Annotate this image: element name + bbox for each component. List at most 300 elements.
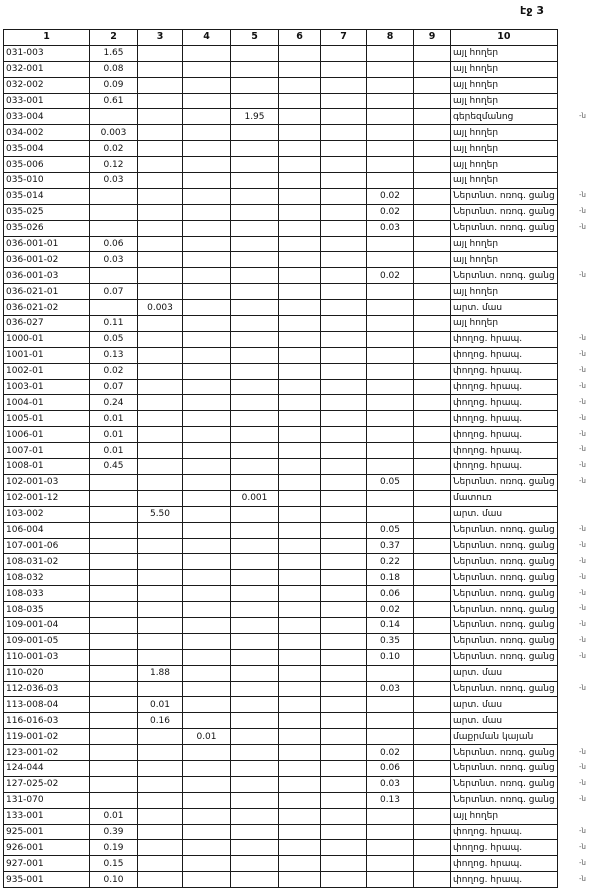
area-cell bbox=[321, 93, 367, 109]
area-cell bbox=[231, 77, 279, 93]
area-cell bbox=[90, 109, 138, 125]
land-use-cell: փողոց. հրապ. bbox=[451, 840, 558, 856]
area-cell: 0.05 bbox=[367, 522, 414, 538]
area-cell bbox=[414, 427, 451, 443]
parcel-code-cell: 131-070 bbox=[4, 792, 90, 808]
area-cell bbox=[138, 729, 183, 745]
area-cell bbox=[231, 570, 279, 586]
area-cell bbox=[231, 681, 279, 697]
area-cell bbox=[367, 284, 414, 300]
parcel-code-cell: 036-027 bbox=[4, 316, 90, 332]
area-cell bbox=[321, 697, 367, 713]
area-cell bbox=[90, 665, 138, 681]
area-cell bbox=[321, 427, 367, 443]
parcel-code-cell: 110-020 bbox=[4, 665, 90, 681]
area-cell bbox=[367, 45, 414, 61]
area-cell bbox=[367, 300, 414, 316]
parcel-code-cell: 109-001-04 bbox=[4, 617, 90, 633]
margin-note: -ն bbox=[579, 747, 586, 756]
area-cell bbox=[321, 570, 367, 586]
area-cell bbox=[183, 125, 231, 141]
parcel-code-cell: 108-032 bbox=[4, 570, 90, 586]
area-cell bbox=[183, 586, 231, 602]
margin-note: -ն bbox=[579, 222, 586, 231]
area-cell bbox=[279, 157, 321, 173]
land-use-cell: Ներտնտ. ոռոգ. ցանց bbox=[451, 538, 558, 554]
land-use-cell: այլ հողեր bbox=[451, 236, 558, 252]
area-cell bbox=[279, 236, 321, 252]
area-cell bbox=[321, 268, 367, 284]
table-row bbox=[4, 77, 558, 93]
area-cell bbox=[231, 45, 279, 61]
margin-note: -ն bbox=[579, 842, 586, 851]
area-cell bbox=[231, 459, 279, 475]
area-cell: 0.37 bbox=[367, 538, 414, 554]
parcel-code-cell: 119-001-02 bbox=[4, 729, 90, 745]
table-row bbox=[4, 347, 558, 363]
area-cell bbox=[321, 872, 367, 888]
area-cell bbox=[414, 474, 451, 490]
area-cell bbox=[414, 61, 451, 77]
area-cell: 0.02 bbox=[90, 363, 138, 379]
area-cell bbox=[279, 379, 321, 395]
column-header: 2 bbox=[90, 30, 138, 46]
area-cell bbox=[183, 602, 231, 618]
table-row bbox=[4, 633, 558, 649]
area-cell bbox=[231, 268, 279, 284]
area-cell: 0.11 bbox=[90, 316, 138, 332]
parcel-code-cell: 108-033 bbox=[4, 586, 90, 602]
area-cell bbox=[183, 77, 231, 93]
area-cell bbox=[321, 443, 367, 459]
land-use-cell: այլ հողեր bbox=[451, 157, 558, 173]
table-row bbox=[4, 824, 558, 840]
margin-note: -ն bbox=[579, 477, 586, 486]
area-cell: 0.003 bbox=[90, 125, 138, 141]
area-cell bbox=[183, 331, 231, 347]
area-cell bbox=[279, 745, 321, 761]
area-cell bbox=[90, 268, 138, 284]
area-cell bbox=[183, 61, 231, 77]
table-row bbox=[4, 220, 558, 236]
area-cell bbox=[321, 347, 367, 363]
area-cell bbox=[231, 347, 279, 363]
area-cell bbox=[321, 808, 367, 824]
area-cell bbox=[138, 125, 183, 141]
land-use-cell: Ներտնտ. ոռոգ. ցանց bbox=[451, 188, 558, 204]
area-cell: 0.01 bbox=[90, 443, 138, 459]
margin-note: -ն bbox=[579, 397, 586, 406]
area-cell bbox=[414, 236, 451, 252]
area-cell bbox=[138, 760, 183, 776]
area-cell bbox=[231, 522, 279, 538]
area-cell bbox=[367, 729, 414, 745]
area-cell bbox=[138, 141, 183, 157]
land-use-cell: Ներտնտ. ոռոգ. ցանց bbox=[451, 602, 558, 618]
area-cell bbox=[138, 411, 183, 427]
table-row bbox=[4, 522, 558, 538]
column-header: 8 bbox=[367, 30, 414, 46]
area-cell bbox=[231, 792, 279, 808]
area-cell bbox=[321, 729, 367, 745]
parcel-code-cell: 926-001 bbox=[4, 840, 90, 856]
area-cell bbox=[90, 633, 138, 649]
area-cell bbox=[321, 459, 367, 475]
table-row bbox=[4, 459, 558, 475]
parcel-code-cell: 108-031-02 bbox=[4, 554, 90, 570]
parcel-code-cell: 031-003 bbox=[4, 45, 90, 61]
parcel-code-cell: 102-001-12 bbox=[4, 490, 90, 506]
area-cell bbox=[183, 649, 231, 665]
area-cell bbox=[321, 586, 367, 602]
area-cell bbox=[90, 713, 138, 729]
area-cell bbox=[414, 633, 451, 649]
margin-note: -ն bbox=[579, 365, 586, 374]
land-use-cell: փողոց. հրապ. bbox=[451, 379, 558, 395]
margin-note: -ն bbox=[579, 795, 586, 804]
area-cell: 0.39 bbox=[90, 824, 138, 840]
parcel-code-cell: 036-021-01 bbox=[4, 284, 90, 300]
area-cell bbox=[183, 220, 231, 236]
area-cell: 0.02 bbox=[367, 188, 414, 204]
area-cell bbox=[231, 411, 279, 427]
area-cell bbox=[279, 474, 321, 490]
area-cell bbox=[321, 220, 367, 236]
margin-note: -ն bbox=[579, 858, 586, 867]
area-cell bbox=[367, 808, 414, 824]
area-cell bbox=[183, 204, 231, 220]
area-cell bbox=[321, 840, 367, 856]
area-cell bbox=[138, 570, 183, 586]
table-row bbox=[4, 284, 558, 300]
area-cell bbox=[138, 45, 183, 61]
table-row bbox=[4, 586, 558, 602]
table-row bbox=[4, 808, 558, 824]
area-cell bbox=[414, 792, 451, 808]
table-row bbox=[4, 554, 558, 570]
area-cell bbox=[414, 538, 451, 554]
area-cell: 1.65 bbox=[90, 45, 138, 61]
margin-note: -ն bbox=[579, 270, 586, 279]
area-cell bbox=[90, 220, 138, 236]
area-cell bbox=[367, 490, 414, 506]
area-cell bbox=[231, 633, 279, 649]
area-cell bbox=[414, 252, 451, 268]
land-use-cell: Ներտնտ. ոռոգ. ցանց bbox=[451, 570, 558, 586]
land-use-cell: փողոց. հրապ. bbox=[451, 443, 558, 459]
area-cell bbox=[367, 93, 414, 109]
column-header: 3 bbox=[138, 30, 183, 46]
area-cell bbox=[279, 220, 321, 236]
area-cell bbox=[90, 776, 138, 792]
area-cell bbox=[231, 363, 279, 379]
area-cell bbox=[367, 459, 414, 475]
area-cell bbox=[279, 61, 321, 77]
parcel-code-cell: 113-008-04 bbox=[4, 697, 90, 713]
table-row bbox=[4, 538, 558, 554]
land-use-cell: այլ հողեր bbox=[451, 284, 558, 300]
area-cell bbox=[183, 617, 231, 633]
area-cell bbox=[321, 745, 367, 761]
area-cell bbox=[90, 554, 138, 570]
area-cell bbox=[231, 331, 279, 347]
area-cell bbox=[90, 538, 138, 554]
area-cell bbox=[183, 522, 231, 538]
area-cell bbox=[321, 522, 367, 538]
area-cell: 0.35 bbox=[367, 633, 414, 649]
area-cell bbox=[90, 474, 138, 490]
land-use-cell: փողոց. հրապ. bbox=[451, 856, 558, 872]
area-cell bbox=[321, 284, 367, 300]
area-cell bbox=[183, 188, 231, 204]
area-cell: 0.05 bbox=[90, 331, 138, 347]
area-cell bbox=[279, 252, 321, 268]
area-cell bbox=[231, 840, 279, 856]
table-row bbox=[4, 427, 558, 443]
column-header: 9 bbox=[414, 30, 451, 46]
page-number: էջ 3 bbox=[520, 4, 544, 17]
table-row bbox=[4, 236, 558, 252]
land-register-table bbox=[3, 29, 558, 888]
area-cell bbox=[231, 157, 279, 173]
parcel-code-cell: 035-014 bbox=[4, 188, 90, 204]
area-cell: 0.06 bbox=[367, 760, 414, 776]
parcel-code-cell: 108-035 bbox=[4, 602, 90, 618]
area-cell bbox=[321, 204, 367, 220]
area-cell bbox=[414, 554, 451, 570]
area-cell bbox=[279, 268, 321, 284]
area-cell bbox=[231, 506, 279, 522]
table-row bbox=[4, 474, 558, 490]
area-cell bbox=[367, 141, 414, 157]
margin-note: -ն bbox=[579, 874, 586, 883]
area-cell bbox=[90, 204, 138, 220]
area-cell bbox=[138, 792, 183, 808]
area-cell bbox=[367, 824, 414, 840]
parcel-code-cell: 1003-01 bbox=[4, 379, 90, 395]
area-cell bbox=[183, 109, 231, 125]
area-cell bbox=[138, 204, 183, 220]
parcel-code-cell: 935-001 bbox=[4, 872, 90, 888]
table-row bbox=[4, 411, 558, 427]
parcel-code-cell: 032-001 bbox=[4, 61, 90, 77]
area-cell bbox=[138, 681, 183, 697]
area-cell bbox=[138, 776, 183, 792]
area-cell bbox=[321, 77, 367, 93]
area-cell bbox=[279, 443, 321, 459]
area-cell bbox=[321, 760, 367, 776]
area-cell bbox=[183, 808, 231, 824]
area-cell bbox=[90, 792, 138, 808]
area-cell: 0.03 bbox=[367, 220, 414, 236]
area-cell bbox=[279, 602, 321, 618]
area-cell bbox=[231, 427, 279, 443]
area-cell bbox=[183, 427, 231, 443]
table-row bbox=[4, 776, 558, 792]
area-cell bbox=[231, 395, 279, 411]
area-cell bbox=[279, 395, 321, 411]
area-cell bbox=[414, 490, 451, 506]
area-cell bbox=[321, 474, 367, 490]
area-cell bbox=[90, 586, 138, 602]
area-cell bbox=[231, 474, 279, 490]
area-cell bbox=[321, 792, 367, 808]
area-cell bbox=[231, 141, 279, 157]
area-cell bbox=[367, 379, 414, 395]
area-cell bbox=[183, 713, 231, 729]
area-cell bbox=[414, 808, 451, 824]
area-cell bbox=[321, 602, 367, 618]
area-cell bbox=[367, 363, 414, 379]
area-cell bbox=[321, 554, 367, 570]
area-cell bbox=[279, 188, 321, 204]
land-use-cell: այլ հողեր bbox=[451, 141, 558, 157]
area-cell: 0.10 bbox=[90, 872, 138, 888]
area-cell bbox=[279, 109, 321, 125]
area-cell bbox=[231, 713, 279, 729]
land-use-cell: արտ. մաս bbox=[451, 665, 558, 681]
table-row bbox=[4, 379, 558, 395]
parcel-code-cell: 1001-01 bbox=[4, 347, 90, 363]
area-cell bbox=[321, 538, 367, 554]
area-cell bbox=[90, 490, 138, 506]
land-use-cell: գերեզմանոց bbox=[451, 109, 558, 125]
area-cell bbox=[321, 363, 367, 379]
area-cell bbox=[90, 188, 138, 204]
parcel-code-cell: 106-004 bbox=[4, 522, 90, 538]
area-cell bbox=[414, 506, 451, 522]
parcel-code-cell: 032-002 bbox=[4, 77, 90, 93]
parcel-code-cell: 1002-01 bbox=[4, 363, 90, 379]
land-use-cell: այլ հողեր bbox=[451, 125, 558, 141]
area-cell: 0.01 bbox=[138, 697, 183, 713]
parcel-code-cell: 110-001-03 bbox=[4, 649, 90, 665]
area-cell bbox=[138, 173, 183, 189]
area-cell bbox=[414, 681, 451, 697]
area-cell bbox=[321, 188, 367, 204]
parcel-code-cell: 1007-01 bbox=[4, 443, 90, 459]
column-header: 7 bbox=[321, 30, 367, 46]
area-cell: 0.18 bbox=[367, 570, 414, 586]
area-cell bbox=[231, 760, 279, 776]
area-cell bbox=[414, 173, 451, 189]
table-row bbox=[4, 856, 558, 872]
area-cell bbox=[183, 681, 231, 697]
margin-note: -ն bbox=[579, 827, 586, 835]
area-cell bbox=[183, 872, 231, 888]
table-row bbox=[4, 45, 558, 61]
table-row bbox=[4, 872, 558, 888]
parcel-code-cell: 109-001-05 bbox=[4, 633, 90, 649]
area-cell: 0.13 bbox=[367, 792, 414, 808]
area-cell bbox=[279, 347, 321, 363]
table-row bbox=[4, 697, 558, 713]
area-cell: 0.14 bbox=[367, 617, 414, 633]
area-cell bbox=[367, 157, 414, 173]
area-cell bbox=[279, 459, 321, 475]
parcel-code-cell: 123-001-02 bbox=[4, 745, 90, 761]
area-cell bbox=[183, 316, 231, 332]
area-cell bbox=[321, 395, 367, 411]
area-cell bbox=[231, 824, 279, 840]
area-cell bbox=[279, 125, 321, 141]
table-row bbox=[4, 395, 558, 411]
area-cell bbox=[231, 204, 279, 220]
area-cell: 0.08 bbox=[90, 61, 138, 77]
area-cell bbox=[183, 633, 231, 649]
area-cell bbox=[367, 61, 414, 77]
area-cell bbox=[231, 697, 279, 713]
margin-note: -ն bbox=[579, 461, 586, 470]
area-cell bbox=[183, 443, 231, 459]
parcel-code-cell: 1006-01 bbox=[4, 427, 90, 443]
table-row bbox=[4, 268, 558, 284]
area-cell bbox=[414, 856, 451, 872]
area-cell bbox=[367, 443, 414, 459]
area-cell bbox=[279, 427, 321, 443]
area-cell: 0.09 bbox=[90, 77, 138, 93]
area-cell bbox=[279, 506, 321, 522]
area-cell bbox=[414, 220, 451, 236]
area-cell bbox=[90, 602, 138, 618]
land-use-cell: Ներտնտ. ոռոգ. ցանց bbox=[451, 268, 558, 284]
area-cell: 5.50 bbox=[138, 506, 183, 522]
area-cell bbox=[414, 109, 451, 125]
area-cell bbox=[183, 93, 231, 109]
area-cell bbox=[321, 125, 367, 141]
land-use-cell: Ներտնտ. ոռոգ. ցանց bbox=[451, 220, 558, 236]
area-cell bbox=[183, 395, 231, 411]
area-cell: 0.16 bbox=[138, 713, 183, 729]
land-use-cell: արտ. մաս bbox=[451, 300, 558, 316]
area-cell bbox=[138, 363, 183, 379]
area-cell bbox=[414, 300, 451, 316]
land-use-cell: Ներտնտ. ոռոգ. ցանց bbox=[451, 776, 558, 792]
area-cell: 0.02 bbox=[367, 268, 414, 284]
parcel-code-cell: 034-002 bbox=[4, 125, 90, 141]
area-cell bbox=[321, 490, 367, 506]
table-row bbox=[4, 93, 558, 109]
area-cell: 0.07 bbox=[90, 379, 138, 395]
area-cell bbox=[321, 173, 367, 189]
area-cell bbox=[231, 649, 279, 665]
area-cell bbox=[279, 760, 321, 776]
area-cell bbox=[231, 729, 279, 745]
area-cell bbox=[138, 602, 183, 618]
area-cell bbox=[367, 872, 414, 888]
area-cell bbox=[414, 188, 451, 204]
area-cell bbox=[414, 316, 451, 332]
area-cell bbox=[367, 252, 414, 268]
area-cell bbox=[90, 522, 138, 538]
land-use-cell: Ներտնտ. ոռոգ. ցանց bbox=[451, 204, 558, 220]
area-cell bbox=[279, 331, 321, 347]
table-row bbox=[4, 840, 558, 856]
area-cell bbox=[279, 522, 321, 538]
area-cell bbox=[90, 506, 138, 522]
parcel-code-cell: 1004-01 bbox=[4, 395, 90, 411]
area-cell bbox=[414, 411, 451, 427]
area-cell bbox=[138, 268, 183, 284]
area-cell bbox=[138, 188, 183, 204]
area-cell bbox=[183, 697, 231, 713]
area-cell bbox=[279, 665, 321, 681]
area-cell bbox=[90, 570, 138, 586]
area-cell bbox=[231, 665, 279, 681]
area-cell bbox=[279, 93, 321, 109]
area-cell: 0.10 bbox=[367, 649, 414, 665]
area-cell: 0.003 bbox=[138, 300, 183, 316]
